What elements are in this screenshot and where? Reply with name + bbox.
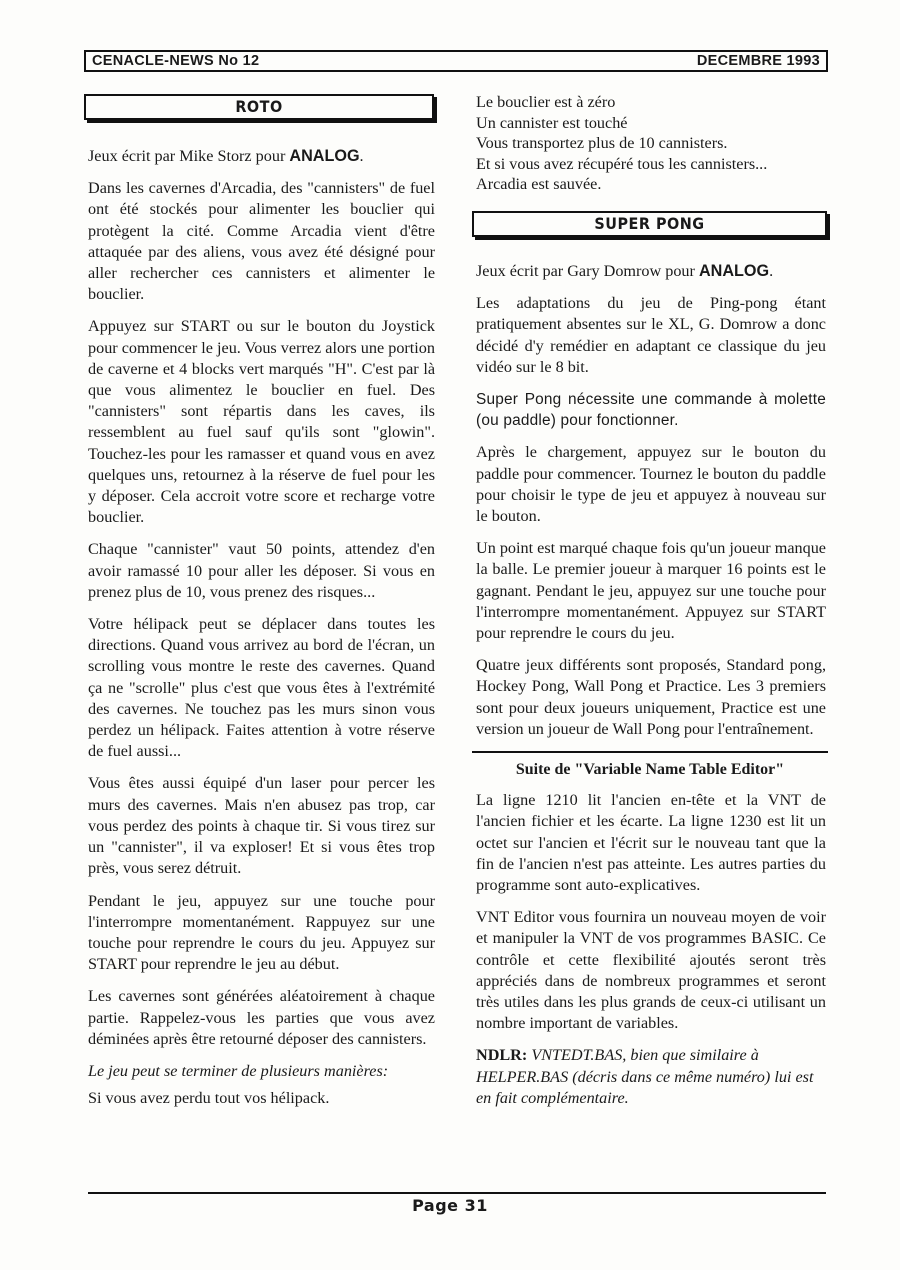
roto-end-condition: Si vous avez perdu tout vos hélipack. xyxy=(88,1089,330,1108)
superpong-title: SUPER PONG xyxy=(594,214,705,234)
page-header xyxy=(84,50,828,72)
superpong-paragraph: Un point est marqué chaque fois qu'un joueur manque la balle. Le premier joueur à marquer 16 points est le gagnant. Pendant le jeu, appuyez sur une touche pour l'interrompre momentanément. Appuyez sur START pour reprendre le cours du jeu. xyxy=(476,539,826,643)
roto-end-conditions-list xyxy=(476,92,826,195)
ndlr-note xyxy=(476,1045,826,1109)
roto-intro-end: . xyxy=(359,147,364,165)
roto-end-condition: Un cannister est touché xyxy=(476,113,628,132)
superpong-paragraph: Quatre jeux différents sont proposés, Standard pong, Hockey Pong, Wall Pong et Practice. Les 3 premiers sont pour deux joueurs uniquement, Practice est une version un joueur de Wall Pong pour l'entraînement. xyxy=(476,656,826,738)
roto-publisher: ANALOG xyxy=(289,147,360,165)
issue-date: DECEMBRE 1993 xyxy=(696,53,820,69)
roto-end-condition: Arcadia est sauvée. xyxy=(476,175,602,194)
roto-title-box xyxy=(84,94,434,120)
ndlr-label: NDLR: xyxy=(476,1046,528,1065)
vnt-paragraph: La ligne 1210 lit l'ancien en-tête et la VNT de l'ancien fichier et les écarte. La ligne 1230 est lit un octet sur l'ancien et l'écrit sur le nouveau tant que la fin de l'ancien n'est pas atteinte. Les autres parties du programme sont auto-explicatives. xyxy=(476,791,826,895)
roto-title: ROTO xyxy=(235,97,283,117)
superpong-paragraph: Après le chargement, appuyez sur le bouton du paddle pour commencer. Tournez le bouton du paddle pour choisir le type de jeu et appuyez à nouveau sur le bouton. xyxy=(476,443,826,525)
superpong-paragraph: Les adaptations du jeu de Ping-pong étant pratiquement absentes sur le XL, G. Domrow a donc décidé d'y remédier en adaptant ce classique du jeu vidéo sur le 8 bit. xyxy=(476,294,826,376)
superpong-paragraph: Super Pong nécessite une commande à molette (ou paddle) pour fonctionner. xyxy=(476,390,826,430)
left-column xyxy=(88,94,435,1109)
roto-paragraph: Pendant le jeu, appuyez sur une touche pour l'interrompre momentanément. Rappuyez sur une touche pour reprendre le cours du jeu. Appuyez sur START pour reprendre le jeu au début. xyxy=(88,891,435,974)
roto-paragraph: Votre hélipack peut se déplacer dans toutes les directions. Quand vous arrivez au bord de l'écran, un scrolling vous montre le reste des cavernes. Quand ça ne "scrolle" plus c'est que vous êtes à l'extrémité des cavernes. Ne touchez pas les murs sinon vous perdez un hélipack. Faites attention à votre réserve de fuel aussi... xyxy=(88,615,435,761)
footer-rule xyxy=(88,1192,826,1194)
superpong-intro-end: . xyxy=(769,261,774,280)
vnt-section-title: Suite de "Variable Name Table Editor" xyxy=(472,751,828,780)
right-column xyxy=(476,93,826,1120)
roto-end-intro: Le jeu peut se terminer de plusieurs manières: xyxy=(88,1061,389,1080)
roto-end-condition: Et si vous avez récupéré tous les cannisters... xyxy=(476,154,768,173)
superpong-publisher: ANALOG xyxy=(698,261,770,280)
roto-intro-text: Jeux écrit par Mike Storz pour xyxy=(88,147,290,165)
superpong-intro-text: Jeux écrit par Gary Domrow pour xyxy=(476,261,699,280)
ndlr-text: VNTEDT.BAS, bien que similaire à HELPER.BAS (décris dans ce même numéro) lui est en fait complémentaire. xyxy=(476,1046,814,1107)
roto-paragraph: Chaque "cannister" vaut 50 points, attendez d'en avoir ramassé 10 pour aller les déposer. Si vous en prenez plus de 10, vous prenez des risques... xyxy=(88,540,435,601)
roto-paragraph: Dans les cavernes d'Arcadia, des "cannisters" de fuel ont été stockés pour alimenter les bouclier qui protègent la cité. Comme Arcadia vient d'être attaquée par des aliens, vous avez été désigné pour aller rechercher ces cannisters et alimenter le bouclier. xyxy=(88,179,435,304)
roto-intro xyxy=(88,146,435,167)
superpong-intro xyxy=(476,261,826,282)
roto-end-condition: Vous transportez plus de 10 cannisters. xyxy=(476,134,728,153)
superpong-title-box xyxy=(472,211,827,237)
roto-paragraph: Les cavernes sont générées aléatoirement à chaque partie. Rappelez-vous les parties que vous avez déminées après être retourné déposer des cannisters. xyxy=(88,987,435,1048)
roto-paragraph: Vous êtes aussi équipé d'un laser pour percer les murs des cavernes. Mais n'en abusez pas trop, car vous perdez des points à chaque tir. Si vous tirez sur un "cannister", il va exploser! Et si vous êtes trop près, vous serez détruit. xyxy=(88,774,435,878)
roto-end-condition: Le bouclier est à zéro xyxy=(476,93,616,111)
magazine-issue: CENACLE-NEWS No 12 xyxy=(92,53,260,69)
roto-paragraph: Appuyez sur START ou sur le bouton du Joystick pour commencer le jeu. Vous verrez alors une portion de caverne et 4 blocks vert marqués "H". C'est par là que vous alimentez le bouclier en fuel. Des "cannisters" sont répartis dans les caves, ils ressemblent au fuel sauf qu'ils sont "glowin". Touchez-les pour les ramasser et quand vous en avez quelques uns, retournez à la réserve de fuel pour les y déposer. Cela accroit votre score et recharge votre bouclier. xyxy=(88,317,435,527)
page-number: Page 31 xyxy=(412,1196,488,1215)
vnt-paragraph: VNT Editor vous fournira un nouveau moyen de voir et manipuler la VNT de vos programmes BASIC. Ce contrôle et cette flexibilité ajoutés seront très appréciés dans de nombreux programmes et seront très utiles dans les plus grands de ceux-ci utilisant un nombre important de variables. xyxy=(476,908,826,1033)
